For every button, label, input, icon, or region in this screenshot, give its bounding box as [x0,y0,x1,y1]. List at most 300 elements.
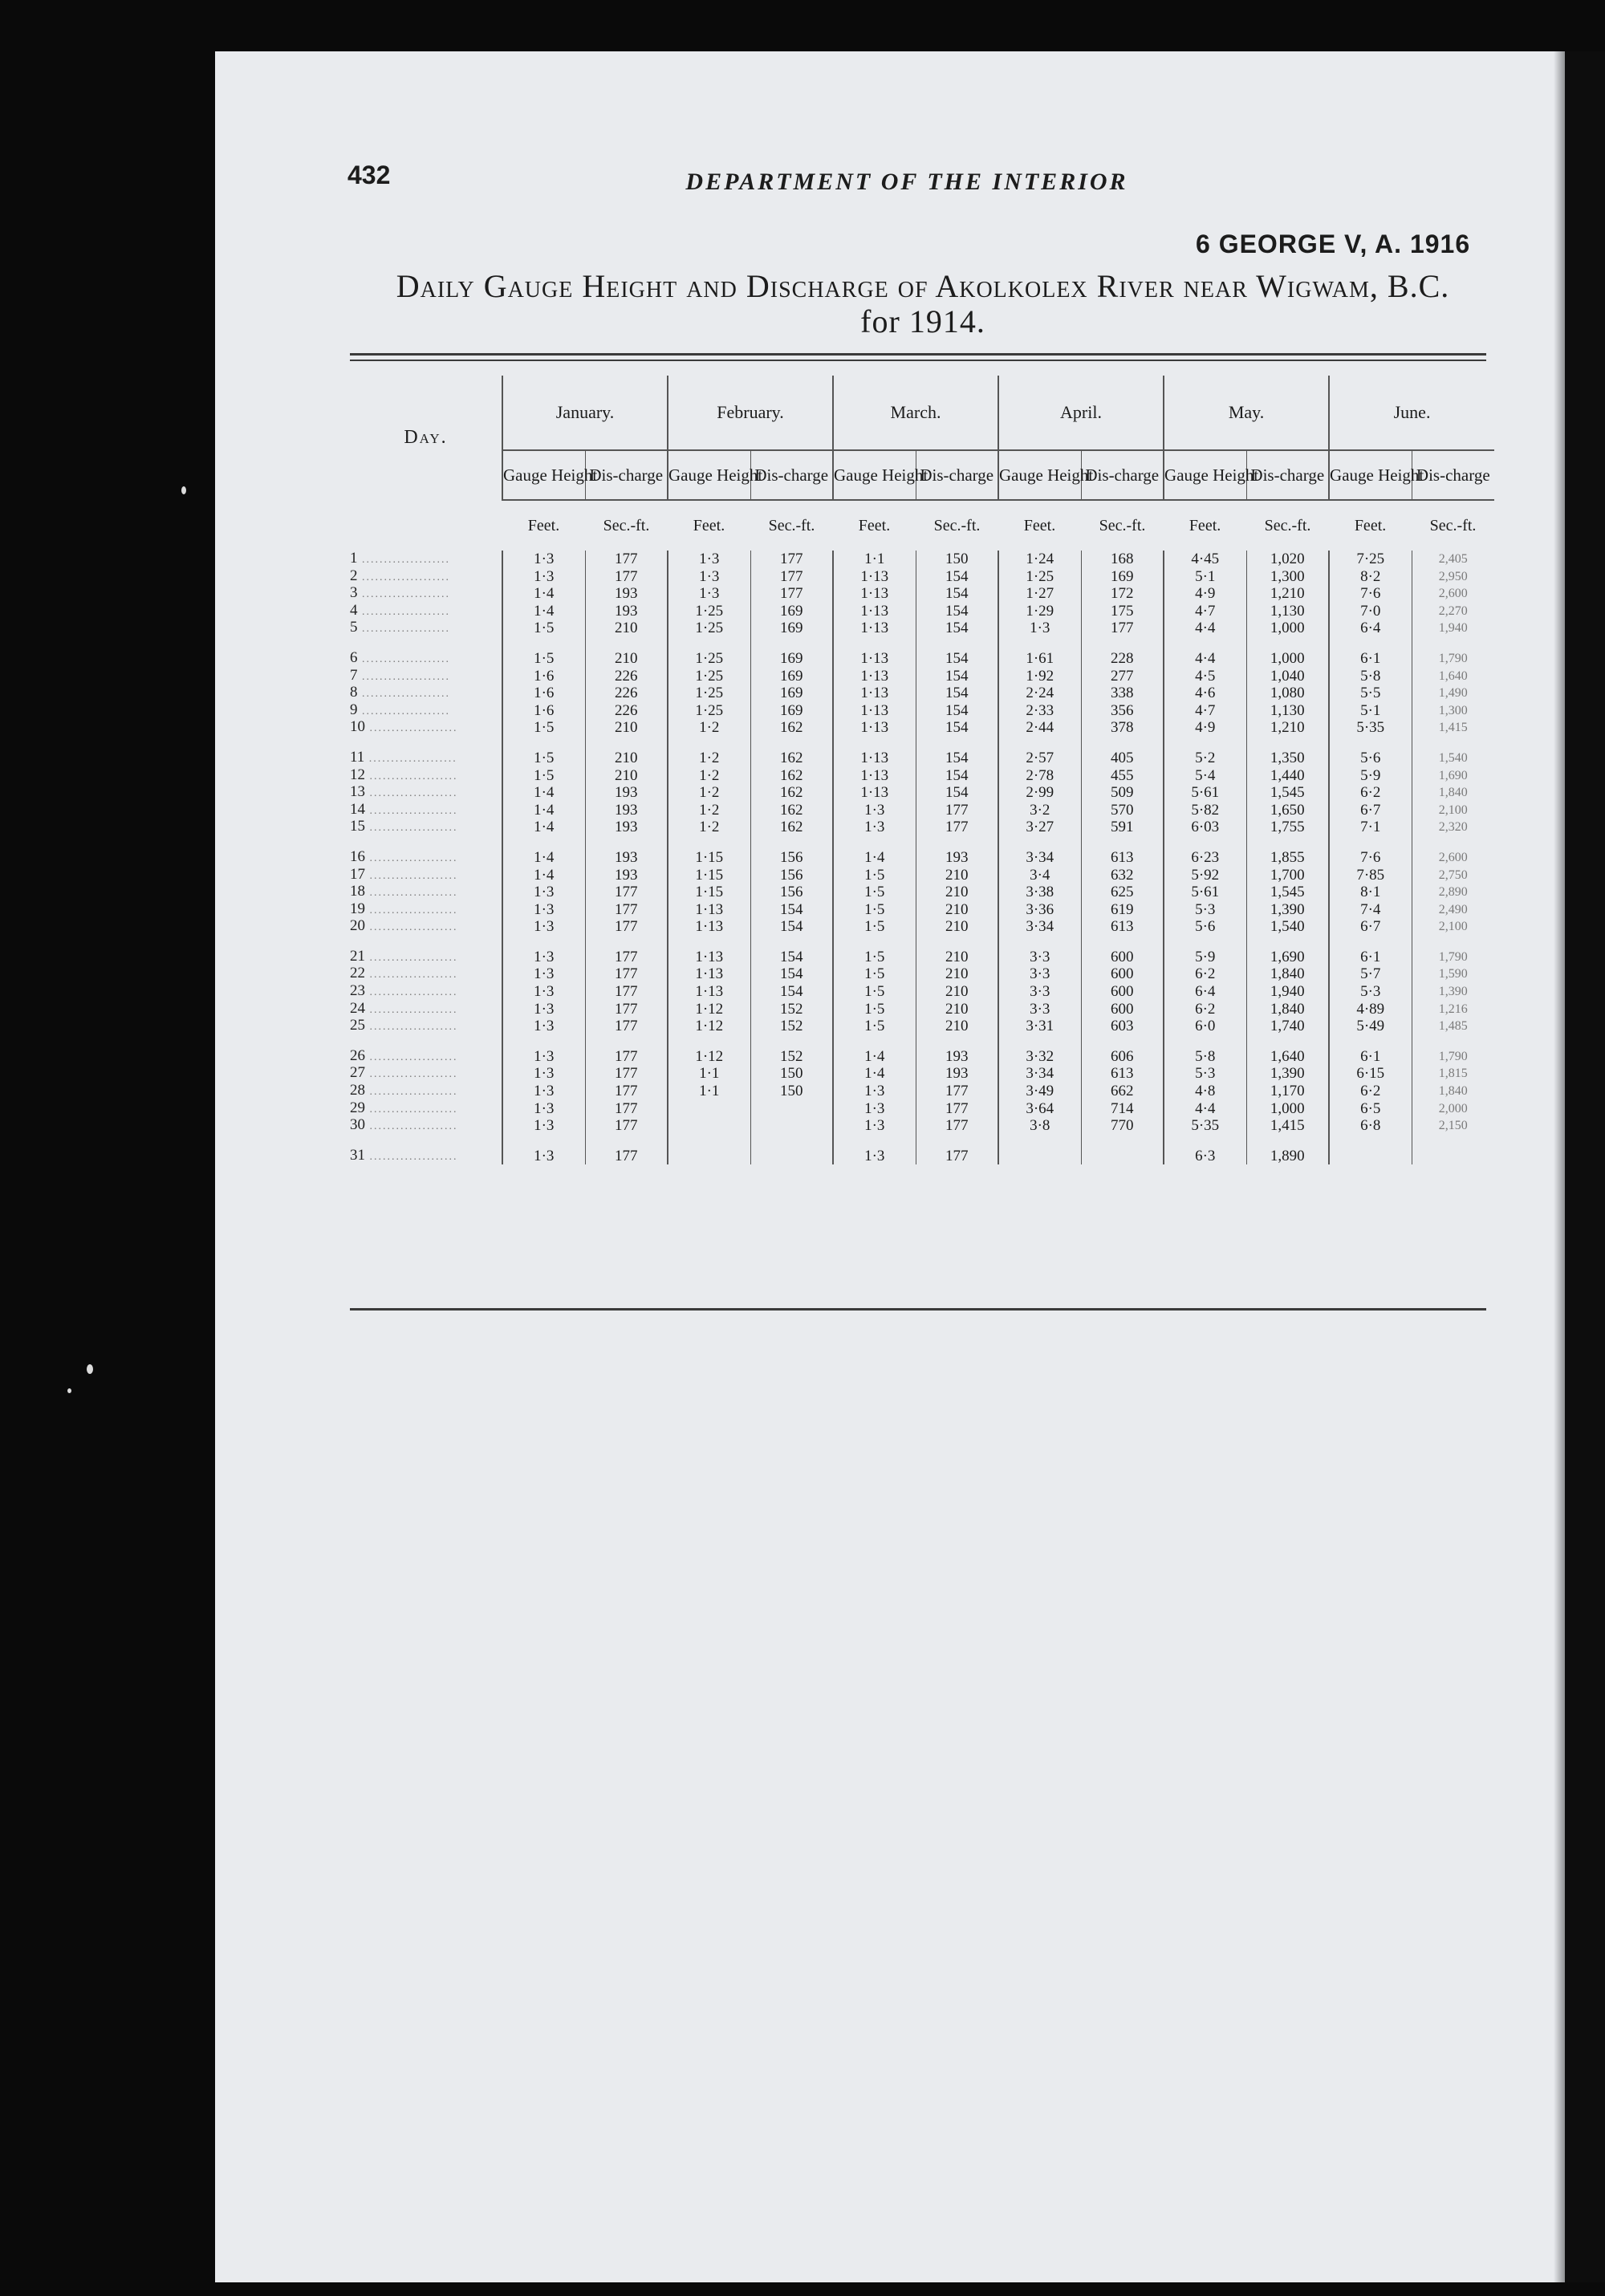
day-cell [350,750,502,767]
gauge-height-cell: 6·5 [1329,1100,1412,1118]
day-number: 28 [350,1082,365,1099]
gauge-height-cell: 1·3 [502,1117,585,1135]
gauge-height-cell: 1·4 [502,849,585,867]
discharge-cell: 1,840 [1246,1001,1329,1018]
day-number: 3 [350,584,358,602]
table-body [350,551,1494,1164]
spacer-cell [916,1035,998,1048]
discharge-cell: 150 [750,1083,833,1100]
discharge-cell: 1,740 [1246,1018,1329,1035]
day-cell [350,1001,502,1018]
discharge-cell: 154 [916,620,998,637]
discharge-cell: 162 [750,802,833,819]
day-cell [350,867,502,884]
discharge-cell: 1,415 [1246,1117,1329,1135]
gauge-height-cell: 1·5 [833,1001,916,1018]
day-number: 4 [350,601,358,619]
gauge-height-cell: 1·2 [668,750,750,767]
discharge-cell [750,1100,833,1118]
unit-feet: Feet. [693,516,725,534]
day-number: 25 [350,1017,365,1034]
gauge-height-cell: 6·0 [1164,1018,1246,1035]
discharge-cell: 169 [750,620,833,637]
gauge-height-cell: 5·9 [1329,767,1412,785]
day-cell [350,802,502,819]
discharge-cell: 210 [585,620,668,637]
spacer-cell [998,836,1081,849]
day-cell [350,551,502,568]
gauge-height-cell: 3·3 [998,965,1081,983]
dot-leader: .................... [357,571,450,583]
discharge-header: Dis-charge [1081,450,1164,500]
dot-leader: .................... [365,1086,458,1099]
table-row [350,784,1494,802]
day-number: 29 [350,1099,365,1116]
discharge-header: Dis-charge [750,450,833,500]
spacer-cell [833,836,916,849]
gauge-height-cell: 5·92 [1164,867,1246,884]
gauge-height-cell: 1·5 [833,949,916,966]
gauge-height-cell: 1·4 [502,784,585,802]
discharge-cell: 177 [585,965,668,983]
gauge-height-cell [668,1100,750,1118]
gauge-height-cell: 5·6 [1329,750,1412,767]
gauge-height-cell: 1·5 [502,750,585,767]
day-cell [350,983,502,1001]
gauge-height-cell: 7·6 [1329,585,1412,603]
discharge-cell: 356 [1081,702,1164,720]
row-group-spacer [350,737,1494,750]
table-row [350,819,1494,836]
discharge-cell: 226 [585,702,668,720]
discharge-cell: 169 [1081,568,1164,586]
discharge-cell: 169 [750,603,833,620]
gauge-height-cell: 1·5 [833,901,916,919]
gauge-height-cell: 4·45 [1164,551,1246,568]
spacer-cell [668,637,750,650]
discharge-cell: 1,840 [1412,1083,1494,1100]
gauge-height-cell: 1·15 [668,849,750,867]
gauge-height-cell: 5·6 [1164,918,1246,936]
dot-leader: .................... [357,652,450,665]
table-row [350,884,1494,901]
day-number: 18 [350,883,365,900]
gauge-height-cell: 1·3 [502,1148,585,1165]
gauge-height-cell: 6·1 [1329,949,1412,966]
discharge-cell: 172 [1081,585,1164,603]
unit-feet: Feet. [1023,516,1056,534]
spacer-cell [916,1135,998,1148]
discharge-cell: 193 [916,1048,998,1066]
day-number: 24 [350,999,365,1017]
discharge-cell: 1,640 [1246,1048,1329,1066]
gauge-height-cell: 1·24 [998,551,1081,568]
spacer-cell [1164,1135,1246,1148]
gauge-height-cell: 4·4 [1164,650,1246,668]
discharge-cell: 193 [916,1065,998,1083]
discharge-cell: 210 [916,983,998,1001]
dot-leader: .................... [365,851,458,864]
gauge-height-cell: 6·23 [1164,849,1246,867]
discharge-cell: 625 [1081,884,1164,901]
gauge-height-cell: 6·1 [1329,650,1412,668]
gauge-height-cell: 1·4 [502,802,585,819]
gauge-height-cell: 1·25 [668,668,750,685]
discharge-cell: 210 [916,901,998,919]
discharge-cell: 603 [1081,1018,1164,1035]
gauge-height-cell: 1·2 [668,784,750,802]
discharge-cell: 168 [1081,551,1164,568]
gauge-height-cell: 1·3 [502,1018,585,1035]
table-row [350,1148,1494,1165]
gauge-height-cell: 1·3 [502,884,585,901]
discharge-cell: 177 [585,1048,668,1066]
unit-feet: Feet. [858,516,891,534]
gauge-height-cell: 1·3 [668,551,750,568]
discharge-cell: 378 [1081,719,1164,737]
gauge-height-cell: 7·25 [1329,551,1412,568]
spacer-cell [750,836,833,849]
discharge-cell: 177 [585,1001,668,1018]
table-row [350,767,1494,785]
spacer-cell [350,1135,502,1148]
day-number: 6 [350,648,358,666]
discharge-cell: 154 [750,965,833,983]
discharge-cell: 2,600 [1412,849,1494,867]
discharge-cell [1081,1148,1164,1165]
spacer-cell [750,936,833,949]
discharge-cell: 1,390 [1246,1065,1329,1083]
spacer-cell [750,637,833,650]
table-row [350,568,1494,586]
unit-sec-ft: Sec.-ft. [1264,516,1311,534]
discharge-cell: 1,130 [1246,702,1329,720]
discharge-cell: 169 [750,650,833,668]
discharge-cell: 2,000 [1412,1100,1494,1118]
gauge-height-cell: 5·3 [1164,1065,1246,1083]
gauge-height-cell: 6·2 [1164,965,1246,983]
day-cell [350,1117,502,1135]
gauge-height-cell: 1·3 [833,1100,916,1118]
spacer-cell [502,637,585,650]
gauge-height-header: Gauge Height [668,450,750,500]
spacer-cell [585,836,668,849]
dot-leader: .................... [365,969,458,981]
session-reference: 6 GEORGE V, A. 1916 [1196,230,1471,258]
gauge-height-cell: 1·13 [833,585,916,603]
discharge-cell: 1,040 [1246,668,1329,685]
gauge-height-cell: 5·61 [1164,884,1246,901]
gauge-height-cell: 1·4 [833,849,916,867]
spacer-cell [1246,737,1329,750]
gauge-height-cell: 1·92 [998,668,1081,685]
spacer-cell [1081,936,1164,949]
gauge-height-cell: 1·5 [833,867,916,884]
discharge-cell: 277 [1081,668,1164,685]
discharge-cell: 619 [1081,901,1164,919]
spacer-cell [350,836,502,849]
dot-leader: .................... [365,1150,458,1163]
discharge-cell: 210 [916,1018,998,1035]
dot-leader: .................... [365,1021,458,1034]
gauge-height-cell: 3·3 [998,983,1081,1001]
discharge-cell: 177 [916,802,998,819]
discharge-cell: 177 [750,568,833,586]
day-cell [350,620,502,637]
gauge-height-cell: 1·6 [502,685,585,702]
table-row [350,750,1494,767]
spacer-cell [502,936,585,949]
discharge-cell: 2,890 [1412,884,1494,901]
gauge-height-cell: 1·3 [833,1117,916,1135]
spacer-cell [668,1035,750,1048]
spacer-cell [350,637,502,650]
unit-feet: Feet. [1189,516,1221,534]
dot-leader: .................... [357,554,450,566]
discharge-cell [1412,1148,1494,1165]
day-cell [350,767,502,785]
discharge-cell: 193 [585,849,668,867]
discharge-cell: 1,300 [1246,568,1329,586]
day-cell [350,668,502,685]
spacer-cell [585,936,668,949]
spacer-cell [1164,936,1246,949]
unit-feet: Feet. [1354,516,1387,534]
gauge-height-cell: 4·9 [1164,585,1246,603]
unit-sec-ft: Sec.-ft. [1099,516,1146,534]
gauge-height-cell: 5·8 [1164,1048,1246,1066]
dot-leader: .................... [365,822,458,835]
spacer-cell [668,936,750,949]
gauge-height-cell: 4·4 [1164,620,1246,637]
gauge-height-cell: 1·2 [668,767,750,785]
gauge-height-cell: 1·3 [833,1083,916,1100]
dot-leader: .................... [357,623,450,636]
spacer-cell [502,737,585,750]
discharge-cell: 1,690 [1412,767,1494,785]
discharge-header: Dis-charge [1246,450,1329,500]
discharge-cell: 570 [1081,802,1164,819]
month-header: April. [998,376,1164,450]
discharge-cell: 1,540 [1412,750,1494,767]
table-row [350,1083,1494,1100]
gauge-height-header: Gauge Height [1164,450,1246,500]
unit-sec-ft: Sec.-ft. [1429,516,1477,534]
discharge-cell: 509 [1081,784,1164,802]
table-bottom-rule [350,1308,1486,1311]
discharge-cell: 1,840 [1246,965,1329,983]
gauge-height-cell: 4·5 [1164,668,1246,685]
scan-speck [87,1364,93,1374]
discharge-cell: 1,590 [1412,965,1494,983]
discharge-cell: 154 [916,685,998,702]
spacer-cell [502,1035,585,1048]
spacer-cell [1412,1135,1494,1148]
scan-speck [181,486,186,494]
discharge-cell: 1,000 [1246,650,1329,668]
gauge-height-cell: 1·13 [833,650,916,668]
spacer-cell [1412,836,1494,849]
day-number: 23 [350,982,365,1000]
scan-speck [67,1388,71,1393]
gauge-height-cell: 1·61 [998,650,1081,668]
gauge-height-cell: 3·32 [998,1048,1081,1066]
gauge-height-cell: 1·5 [833,983,916,1001]
gauge-height-cell [668,1117,750,1135]
day-cell [350,1065,502,1083]
day-cell [350,702,502,720]
month-header: January. [502,376,668,450]
dot-leader: .................... [365,1003,458,1016]
day-cell [350,784,502,802]
gauge-height-cell: 1·4 [833,1065,916,1083]
table-row [350,949,1494,966]
discharge-cell: 154 [750,918,833,936]
discharge-cell: 2,600 [1412,585,1494,603]
table-row [350,603,1494,620]
facing-page-edge [1565,51,1605,2282]
discharge-header: Dis-charge [1412,450,1494,500]
gauge-height-cell: 1·15 [668,884,750,901]
gauge-height-cell: 3·27 [998,819,1081,836]
gauge-height-cell: 1·3 [668,585,750,603]
gauge-height-cell: 4·8 [1164,1083,1246,1100]
discharge-cell: 193 [585,802,668,819]
discharge-cell: 156 [750,884,833,901]
spacer-cell [1081,1135,1164,1148]
day-cell [350,685,502,702]
day-cell [350,965,502,983]
discharge-cell: 600 [1081,949,1164,966]
day-cell [350,949,502,966]
discharge-cell: 1,940 [1412,620,1494,637]
discharge-cell: 177 [585,1117,668,1135]
discharge-cell: 177 [585,949,668,966]
discharge-cell: 162 [750,719,833,737]
spacer-cell [585,737,668,750]
discharge-cell: 1,790 [1412,1048,1494,1066]
day-number: 12 [350,766,365,783]
gauge-height-cell: 5·5 [1329,685,1412,702]
discharge-cell: 1,790 [1412,650,1494,668]
gauge-height-cell: 1·5 [502,650,585,668]
discharge-cell: 600 [1081,1001,1164,1018]
day-number: 17 [350,865,365,883]
gauge-height-cell: 4·7 [1164,702,1246,720]
discharge-cell: 169 [750,668,833,685]
page-number: 432 [347,161,391,189]
discharge-cell: 154 [916,568,998,586]
gauge-height-cell [668,1148,750,1165]
discharge-cell: 1,390 [1246,901,1329,919]
discharge-cell: 210 [585,650,668,668]
spacer-cell [1412,637,1494,650]
table-row [350,685,1494,702]
gauge-height-cell: 4·4 [1164,1100,1246,1118]
day-cell [350,918,502,936]
gauge-height-cell: 1·6 [502,668,585,685]
dot-leader: .................... [365,921,458,934]
discharge-cell: 1,210 [1246,719,1329,737]
discharge-cell: 1,440 [1246,767,1329,785]
table-row [350,551,1494,568]
spacer-cell [1246,1135,1329,1148]
gauge-height-cell: 1·13 [668,901,750,919]
row-group-spacer [350,936,1494,949]
table-row [350,702,1494,720]
gauge-height-cell: 3·64 [998,1100,1081,1118]
gauge-height-cell: 1·1 [668,1083,750,1100]
gauge-height-cell: 1·12 [668,1048,750,1066]
dot-leader: .................... [365,1103,458,1115]
gauge-height-cell: 6·2 [1329,784,1412,802]
discharge-cell: 210 [585,750,668,767]
discharge-cell: 177 [585,568,668,586]
gauge-height-cell: 8·2 [1329,568,1412,586]
gauge-height-cell: 8·1 [1329,884,1412,901]
discharge-cell: 770 [1081,1117,1164,1135]
day-number: 26 [350,1046,365,1064]
dot-leader: .................... [365,804,458,817]
dot-leader: .................... [365,722,458,735]
subheader-row [350,450,1494,500]
discharge-cell [750,1148,833,1165]
table-title [345,269,1501,339]
title-line-2: for 1914. [860,303,985,339]
spacer-cell [1412,737,1494,750]
day-number: 30 [350,1116,365,1134]
gauge-height-cell: 1·3 [502,1065,585,1083]
gauge-height-cell: 6·4 [1329,620,1412,637]
discharge-cell: 1,300 [1412,702,1494,720]
discharge-cell [750,1117,833,1135]
dot-leader: .................... [365,787,458,800]
discharge-cell: 162 [750,784,833,802]
gauge-height-cell: 1·3 [502,1100,585,1118]
gauge-height-cell: 1·6 [502,702,585,720]
discharge-cell: 177 [585,551,668,568]
spacer-cell [1329,737,1412,750]
gauge-height-cell: 5·3 [1164,901,1246,919]
gauge-height-cell: 1·3 [502,1083,585,1100]
day-number: 13 [350,783,365,801]
gauge-height-cell: 1·5 [833,965,916,983]
day-number: 8 [350,684,358,701]
gauge-height-cell: 1·13 [833,668,916,685]
dot-leader: .................... [365,869,458,882]
gauge-height-cell: 1·15 [668,867,750,884]
gauge-height-cell: 4·89 [1329,1001,1412,1018]
discharge-cell: 177 [1081,620,1164,637]
unit-sec-ft: Sec.-ft. [603,516,650,534]
day-cell [350,849,502,867]
spacer-cell [585,1135,668,1148]
gauge-height-cell: 1·13 [833,620,916,637]
discharge-cell: 210 [916,949,998,966]
dot-leader: .................... [357,670,450,683]
spacer-cell [998,1135,1081,1148]
discharge-cell: 152 [750,1001,833,1018]
gauge-height-cell: 1·13 [833,750,916,767]
gauge-height-cell: 6·03 [1164,819,1246,836]
spacer-cell [668,1135,750,1148]
month-header-row [350,376,1494,450]
dot-leader: .................... [357,688,450,701]
discharge-cell: 1,690 [1246,949,1329,966]
double-rule-bottom [350,360,1486,361]
discharge-cell: 154 [916,650,998,668]
gauge-height-cell: 1·3 [502,551,585,568]
